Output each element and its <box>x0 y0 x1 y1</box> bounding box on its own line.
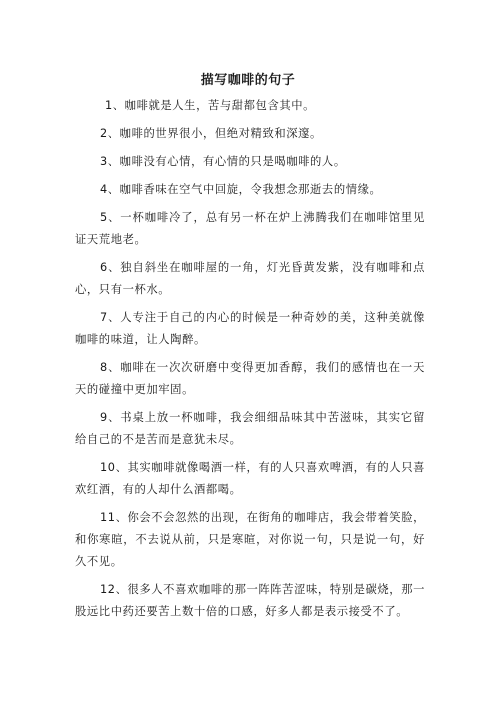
paragraph-7: 7、人专注于自己的内心的时候是一种奇妙的美，这种美就像咖啡的味道，让人陶醉。 <box>75 311 425 346</box>
paragraph-2: 2、咖啡的世界很小，但绝对精致和深邃。 <box>100 127 322 140</box>
paragraph-12: 12、很多人不喜欢咖啡的那一阵阵苦涩味，特别是碳烧，那一股远比中药还要苦上数十倍的口感，好多人都是表示接受不了。 <box>75 583 425 618</box>
paragraph-3: 3、咖啡没有心情，有心情的只是喝咖啡的人。 <box>100 155 346 168</box>
document-title: 描写咖啡的句子 <box>200 73 296 88</box>
paragraph-6: 6、独自斜坐在咖啡屋的一角，灯光昏黄发紫，没有咖啡和点心，只有一杯水。 <box>75 261 425 296</box>
document-body <box>75 95 425 629</box>
paragraph-9: 9、书桌上放一杯咖啡，我会细细品味其中苦滋味，其实它留给自己的不是苦而是意犹未尽。 <box>75 411 425 446</box>
paragraph-1: 1、咖啡就是人生，苦与甜都包含其中。 <box>105 99 316 112</box>
paragraph-10: 10、其实咖啡就像喝酒一样，有的人只喜欢啤酒，有的人只喜欢红酒，有的人却什么酒都喝。 <box>75 461 425 496</box>
paragraph-8: 8、咖啡在一次次研磨中变得更加香醇，我们的感情也在一天天的碰撞中更加牢固。 <box>75 361 425 396</box>
paragraph-4: 4、咖啡香味在空气中回旋，令我想念那逝去的情缘。 <box>100 183 382 196</box>
paragraph-11: 11、你会不会忽然的出现，在街角的咖啡店，我会带着笑脸，和你寒暄，不去说从前，只是寒暄，对你说一句，只是说一句，好久不见。 <box>75 511 425 568</box>
paragraph-5: 5、一杯咖啡冷了，总有另一杯在炉上沸腾我们在咖啡馆里见证天荒地老。 <box>75 211 425 246</box>
